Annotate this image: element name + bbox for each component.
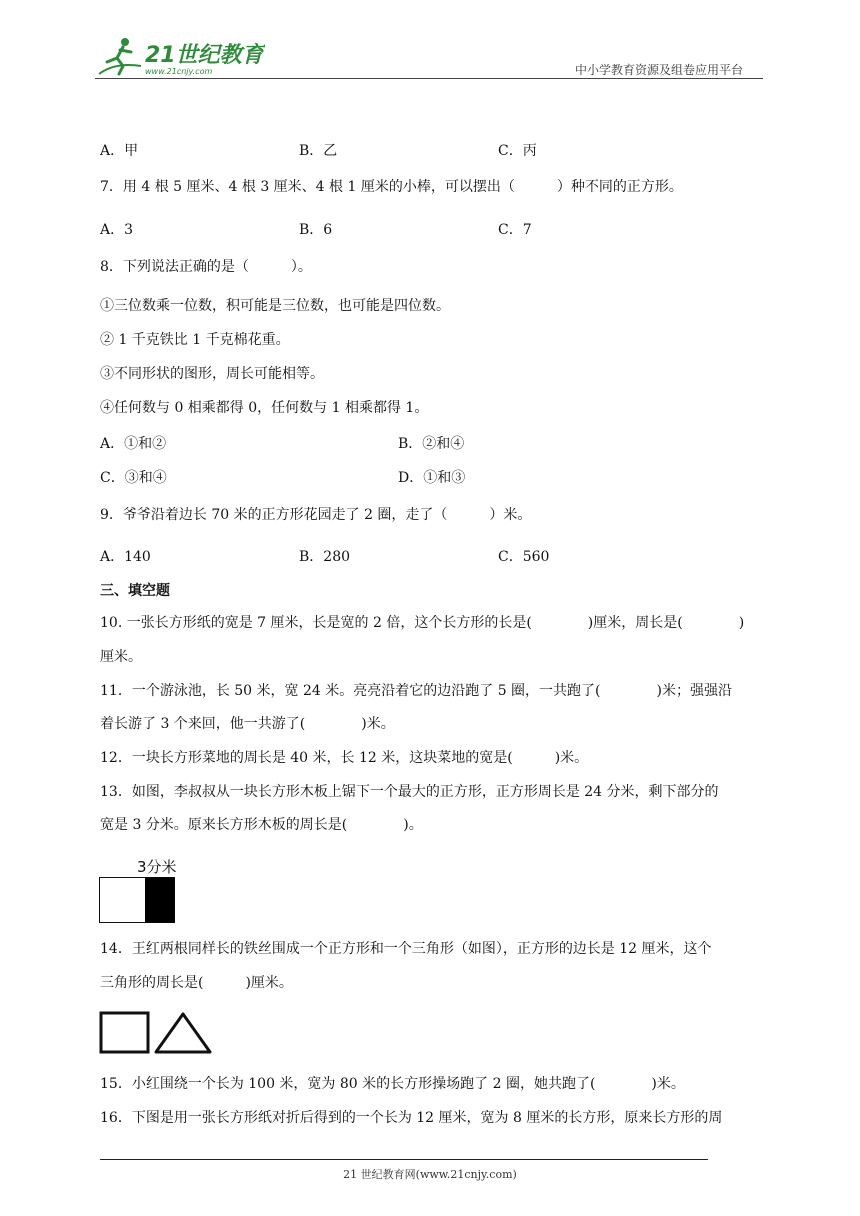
q9-option-c: C．560	[498, 549, 550, 565]
brand-logo	[95, 36, 265, 78]
q14-line-1: 14．王红两根同样长的铁丝围成一个正方形和一个三角形（如图），正方形的边长是 12 厘米，这个	[100, 941, 712, 957]
q12-stem: 12．一块长方形菜地的周长是 40 米，长 12 米，这块菜地的宽是( )米。	[100, 750, 589, 766]
q9-stem: 9．爷爷沿着边长 70 米的正方形花园走了 2 圈，走了（ ）米。	[100, 507, 532, 523]
q9-option-b: B．280	[299, 549, 351, 565]
q8-option-c: C．③和④	[100, 470, 167, 486]
figure-label: 3分米	[137, 858, 177, 876]
q7-stem: 7．用 4 根 5 厘米、4 根 3 厘米、4 根 1 厘米的小棒，可以摆出（ ）种不同的正方形。	[100, 179, 683, 195]
q10-line-2: 厘米。	[100, 649, 142, 665]
logo-text: 21世纪教育	[145, 43, 264, 68]
q9-option-a: A．140	[100, 549, 151, 565]
q7-option-c: C．7	[498, 222, 532, 238]
q7-option-b: B．6	[299, 222, 333, 238]
q8-statement-2: ② 1 千克铁比 1 千克棉花重。	[100, 332, 290, 348]
platform-name: 中小学教育资源及组卷应用平台	[575, 63, 744, 77]
runner-icon	[95, 36, 265, 78]
q8-option-d: D．①和③	[398, 470, 466, 486]
q8-option-b: B．②和④	[398, 436, 465, 452]
q8-option-a: A．①和②	[100, 436, 167, 452]
q11-line-1: 11．一个游泳池，长 50 米，宽 24 米。亮亮沿着它的边沿跑了 5 圈，一共跑了( )米；强强沿	[100, 683, 732, 699]
q8-statement-3: ③不同形状的图形，周长可能相等。	[100, 366, 324, 382]
q8-stem: 8．下列说法正确的是（ ）。	[100, 259, 312, 275]
q14-line-2: 三角形的周长是( )厘米。	[100, 975, 293, 991]
section-heading: 三、填空题	[100, 583, 170, 599]
q16-stem: 16．下图是用一张长方形纸对折后得到的一个长为 12 厘米，宽为 8 厘米的长方形，原来长方形的周	[100, 1110, 723, 1126]
q7-option-a: A．3	[100, 222, 134, 238]
square-triangle-figure	[99, 1009, 215, 1055]
logo-url: www.21cnjy.com	[145, 67, 213, 76]
footer-text: 21 世纪教育网(www.21cnjy.com)	[343, 1168, 517, 1181]
header-divider	[95, 78, 763, 79]
q6-option-c: C．丙	[498, 143, 537, 159]
q6-option-b: B．乙	[299, 143, 338, 159]
q13-line-2: 宽是 3 分米。原来长方形木板的周长是( )。	[100, 817, 423, 833]
board-figure	[99, 877, 175, 923]
q8-statement-1: ①三位数乘一位数，积可能是三位数，也可能是四位数。	[100, 298, 450, 314]
q6-option-a: A．甲	[100, 143, 139, 159]
footer-divider	[100, 1159, 708, 1160]
q15-stem: 15．小红围绕一个长为 100 米，宽为 80 米的长方形操场跑了 2 圈，她共跑了( )米。	[100, 1076, 685, 1092]
q11-line-2: 着长游了 3 个来回，他一共游了( )米。	[100, 716, 395, 732]
q8-statement-4: ④任何数与 0 相乘都得 0，任何数与 1 相乘都得 1。	[100, 400, 429, 416]
q10-line-1: 10. 一张长方形纸的宽是 7 厘米，长是宽的 2 倍，这个长方形的长是( )厘米，周长是( )	[100, 615, 745, 631]
q13-line-1: 13．如图，李叔叔从一块长方形木板上锯下一个最大的正方形，正方形周长是 24 分米，剩下部分的	[100, 784, 719, 800]
